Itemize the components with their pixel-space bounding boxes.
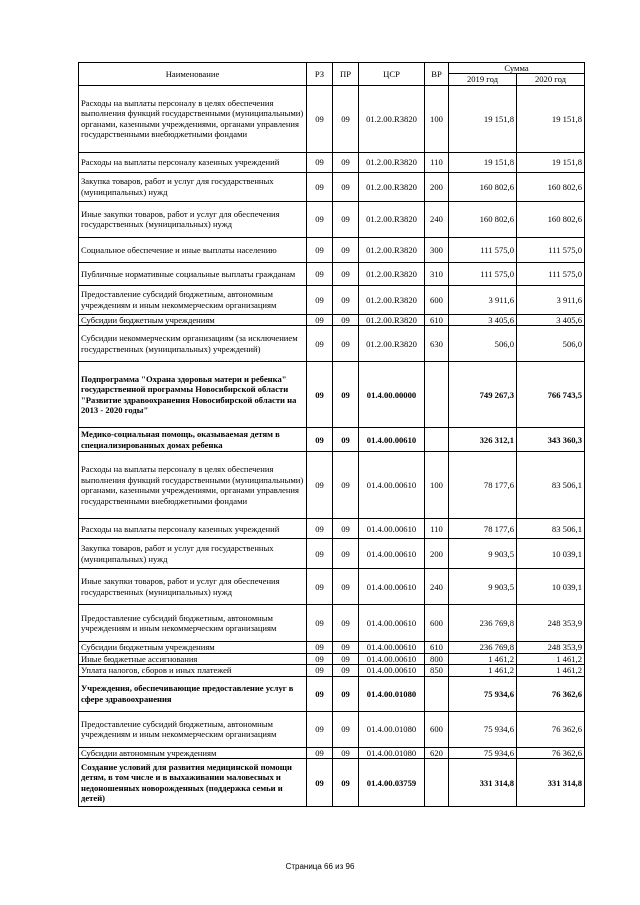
row-value-2020: 160 802,6	[517, 172, 585, 201]
row-vr	[425, 759, 449, 807]
row-vr: 240	[425, 569, 449, 605]
row-rz: 09	[307, 642, 333, 653]
row-value-2019: 3 405,6	[449, 314, 517, 325]
row-value-2020: 111 575,0	[517, 262, 585, 285]
row-value-2019: 1 461,2	[449, 665, 517, 676]
row-vr	[425, 362, 449, 428]
row-csr: 01.2.00.R3820	[359, 172, 425, 201]
header-pr: ПР	[333, 63, 359, 86]
row-csr: 01.2.00.R3820	[359, 326, 425, 362]
row-name: Социальное обеспечение и иные выплаты населению	[79, 237, 307, 262]
row-name: Субсидии некоммерческим организациям (за исключением государственных (муниципальных) учреждений)	[79, 326, 307, 362]
row-csr: 01.4.00.00000	[359, 362, 425, 428]
row-pr: 09	[333, 428, 359, 452]
row-rz: 09	[307, 747, 333, 758]
row-vr: 620	[425, 747, 449, 758]
table-row	[79, 569, 585, 605]
row-value-2019: 19 151,8	[449, 152, 517, 172]
row-name: Закупка товаров, работ и услуг для государственных (муниципальных) нужд	[79, 172, 307, 201]
row-csr: 01.4.00.00610	[359, 452, 425, 519]
row-value-2019: 78 177,6	[449, 519, 517, 539]
row-value-2020: 10 039,1	[517, 539, 585, 569]
row-value-2020: 506,0	[517, 326, 585, 362]
row-value-2020: 248 353,9	[517, 642, 585, 653]
row-value-2019: 9 903,5	[449, 569, 517, 605]
page-footer: Страница 66 из 96	[285, 862, 355, 871]
header-csr: ЦСР	[359, 63, 425, 86]
row-name: Создание условий для развития медицинской помощи детям, в том числе и в выхаживании маловесных и недоношенных новорожденных (поддержка семьи и детей)	[79, 759, 307, 807]
table-body	[79, 85, 585, 806]
row-csr: 01.2.00.R3820	[359, 201, 425, 237]
row-value-2020: 3 405,6	[517, 314, 585, 325]
row-rz: 09	[307, 653, 333, 664]
table-row	[79, 747, 585, 758]
table-row	[79, 152, 585, 172]
row-name: Расходы на выплаты персоналу казенных учреждений	[79, 152, 307, 172]
row-vr: 600	[425, 711, 449, 747]
row-value-2020: 3 911,6	[517, 285, 585, 314]
row-rz: 09	[307, 569, 333, 605]
row-vr: 200	[425, 539, 449, 569]
row-vr: 310	[425, 262, 449, 285]
row-value-2019: 75 934,6	[449, 711, 517, 747]
row-name: Расходы на выплаты персоналу в целях обеспечения выполнения функций государственными (муниципальными) органами, казенными учреждениями, органами управления государственными внебюджетными фондами	[79, 85, 307, 152]
row-pr: 09	[333, 676, 359, 711]
row-value-2019: 78 177,6	[449, 452, 517, 519]
row-vr: 850	[425, 665, 449, 676]
table-row	[79, 539, 585, 569]
row-csr: 01.4.00.00610	[359, 642, 425, 653]
header-name: Наименование	[79, 63, 307, 86]
row-name: Субсидии бюджетным учреждениям	[79, 642, 307, 653]
row-rz: 09	[307, 676, 333, 711]
row-name: Закупка товаров, работ и услуг для государственных (муниципальных) нужд	[79, 539, 307, 569]
row-name: Предоставление субсидий бюджетным, автономным учреждениям и иным некоммерческим организациям	[79, 711, 307, 747]
row-rz: 09	[307, 172, 333, 201]
row-name: Предоставление субсидий бюджетным, автономным учреждениям и иным некоммерческим организациям	[79, 605, 307, 642]
row-value-2019: 19 151,8	[449, 85, 517, 152]
row-pr: 09	[333, 285, 359, 314]
row-name: Предоставление субсидий бюджетным, автономным учреждениям и иным некоммерческим организациям	[79, 285, 307, 314]
row-value-2020: 1 461,2	[517, 665, 585, 676]
row-value-2020: 76 362,6	[517, 676, 585, 711]
row-pr: 09	[333, 201, 359, 237]
row-name: Иные закупки товаров, работ и услуг для обеспечения государственных (муниципальных) нужд	[79, 201, 307, 237]
table-row	[79, 519, 585, 539]
row-value-2020: 83 506,1	[517, 452, 585, 519]
row-rz: 09	[307, 539, 333, 569]
row-value-2020: 10 039,1	[517, 569, 585, 605]
row-rz: 09	[307, 519, 333, 539]
header-vr: ВР	[425, 63, 449, 86]
row-pr: 09	[333, 711, 359, 747]
row-value-2019: 236 769,8	[449, 642, 517, 653]
row-vr	[425, 428, 449, 452]
row-pr: 09	[333, 362, 359, 428]
row-vr: 630	[425, 326, 449, 362]
row-vr: 100	[425, 85, 449, 152]
row-name: Медико-социальная помощь, оказываемая детям в специализированных домах ребенка	[79, 428, 307, 452]
row-pr: 09	[333, 747, 359, 758]
row-value-2019: 749 267,3	[449, 362, 517, 428]
table-row	[79, 759, 585, 807]
row-rz: 09	[307, 152, 333, 172]
row-name: Иные бюджетные ассигнования	[79, 653, 307, 664]
table-row	[79, 653, 585, 664]
table-row	[79, 428, 585, 452]
row-pr: 09	[333, 314, 359, 325]
row-rz: 09	[307, 262, 333, 285]
row-name: Субсидии бюджетным учреждениям	[79, 314, 307, 325]
row-csr: 01.2.00.R3820	[359, 285, 425, 314]
row-value-2020: 76 362,6	[517, 711, 585, 747]
row-value-2019: 111 575,0	[449, 237, 517, 262]
row-csr: 01.4.00.00610	[359, 569, 425, 605]
row-value-2020: 19 151,8	[517, 85, 585, 152]
row-vr: 600	[425, 285, 449, 314]
row-csr: 01.2.00.R3820	[359, 314, 425, 325]
row-vr: 100	[425, 452, 449, 519]
row-value-2020: 343 360,3	[517, 428, 585, 452]
row-name: Субсидии автономным учреждениям	[79, 747, 307, 758]
row-value-2019: 160 802,6	[449, 201, 517, 237]
row-csr: 01.4.00.00610	[359, 428, 425, 452]
header-rz: РЗ	[307, 63, 333, 86]
row-csr: 01.2.00.R3820	[359, 262, 425, 285]
row-vr: 610	[425, 314, 449, 325]
table-row	[79, 605, 585, 642]
row-rz: 09	[307, 711, 333, 747]
row-pr: 09	[333, 172, 359, 201]
table-row	[79, 201, 585, 237]
row-csr: 01.4.00.00610	[359, 605, 425, 642]
row-pr: 09	[333, 326, 359, 362]
row-pr: 09	[333, 152, 359, 172]
row-value-2020: 160 802,6	[517, 201, 585, 237]
table-row	[79, 85, 585, 152]
row-pr: 09	[333, 519, 359, 539]
row-pr: 09	[333, 539, 359, 569]
row-value-2020: 19 151,8	[517, 152, 585, 172]
header-sum: Сумма	[449, 63, 585, 74]
header-year-2019: 2019 год	[449, 74, 517, 85]
row-value-2019: 326 312,1	[449, 428, 517, 452]
table-row	[79, 237, 585, 262]
row-pr: 09	[333, 605, 359, 642]
row-value-2019: 1 461,2	[449, 653, 517, 664]
row-csr: 01.4.00.00610	[359, 665, 425, 676]
row-name: Публичные нормативные социальные выплаты гражданам	[79, 262, 307, 285]
row-rz: 09	[307, 665, 333, 676]
row-csr: 01.4.00.03759	[359, 759, 425, 807]
row-pr: 09	[333, 653, 359, 664]
row-vr: 610	[425, 642, 449, 653]
row-name: Подпрограмма "Охрана здоровья матери и ребенка" государственной программы Новосибирской области "Развитие здравоохранения Новосибирской области на 2013 - 2020 годы"	[79, 362, 307, 428]
row-value-2020: 111 575,0	[517, 237, 585, 262]
table-row	[79, 711, 585, 747]
table-row	[79, 172, 585, 201]
row-value-2019: 506,0	[449, 326, 517, 362]
row-name: Иные закупки товаров, работ и услуг для обеспечения государственных (муниципальных) нужд	[79, 569, 307, 605]
table-row	[79, 262, 585, 285]
table-row	[79, 676, 585, 711]
row-rz: 09	[307, 237, 333, 262]
row-value-2020: 83 506,1	[517, 519, 585, 539]
table-row	[79, 642, 585, 653]
row-vr: 600	[425, 605, 449, 642]
row-csr: 01.4.00.01080	[359, 747, 425, 758]
row-rz: 09	[307, 326, 333, 362]
row-name: Расходы на выплаты персоналу казенных учреждений	[79, 519, 307, 539]
row-rz: 09	[307, 428, 333, 452]
row-value-2019: 75 934,6	[449, 747, 517, 758]
table-row	[79, 665, 585, 676]
row-rz: 09	[307, 285, 333, 314]
row-rz: 09	[307, 85, 333, 152]
row-pr: 09	[333, 262, 359, 285]
row-csr: 01.2.00.R3820	[359, 237, 425, 262]
row-csr: 01.2.00.R3820	[359, 152, 425, 172]
row-value-2019: 160 802,6	[449, 172, 517, 201]
row-csr: 01.4.00.00610	[359, 653, 425, 664]
row-pr: 09	[333, 759, 359, 807]
row-rz: 09	[307, 605, 333, 642]
row-value-2020: 76 362,6	[517, 747, 585, 758]
table-row	[79, 362, 585, 428]
row-name: Уплата налогов, сборов и иных платежей	[79, 665, 307, 676]
row-vr: 110	[425, 152, 449, 172]
row-rz: 09	[307, 759, 333, 807]
row-pr: 09	[333, 642, 359, 653]
row-value-2019: 111 575,0	[449, 262, 517, 285]
row-value-2020: 1 461,2	[517, 653, 585, 664]
table-row	[79, 452, 585, 519]
table-row	[79, 326, 585, 362]
row-value-2020: 331 314,8	[517, 759, 585, 807]
row-vr	[425, 676, 449, 711]
row-value-2019: 9 903,5	[449, 539, 517, 569]
budget-table	[78, 62, 585, 807]
row-csr: 01.4.00.01080	[359, 676, 425, 711]
row-csr: 01.4.00.01080	[359, 711, 425, 747]
row-vr: 200	[425, 172, 449, 201]
row-value-2019: 236 769,8	[449, 605, 517, 642]
row-csr: 01.4.00.00610	[359, 539, 425, 569]
row-pr: 09	[333, 85, 359, 152]
row-pr: 09	[333, 665, 359, 676]
row-vr: 110	[425, 519, 449, 539]
row-csr: 01.2.00.R3820	[359, 85, 425, 152]
row-vr: 240	[425, 201, 449, 237]
row-rz: 09	[307, 314, 333, 325]
table-row	[79, 314, 585, 325]
row-rz: 09	[307, 362, 333, 428]
row-value-2020: 248 353,9	[517, 605, 585, 642]
row-name: Расходы на выплаты персоналу в целях обеспечения выполнения функций государственными (муниципальными) органами, казенными учреждениями, органами управления государственными внебюджетными фондами	[79, 452, 307, 519]
row-value-2019: 75 934,6	[449, 676, 517, 711]
row-vr: 800	[425, 653, 449, 664]
row-pr: 09	[333, 237, 359, 262]
row-value-2019: 331 314,8	[449, 759, 517, 807]
row-vr: 300	[425, 237, 449, 262]
header-year-2020: 2020 год	[517, 74, 585, 85]
row-name: Учреждения, обеспечивающие предоставление услуг в сфере здравоохранения	[79, 676, 307, 711]
row-value-2019: 3 911,6	[449, 285, 517, 314]
header-row-top	[79, 63, 585, 74]
row-csr: 01.4.00.00610	[359, 519, 425, 539]
row-rz: 09	[307, 452, 333, 519]
table-row	[79, 285, 585, 314]
row-value-2020: 766 743,5	[517, 362, 585, 428]
row-pr: 09	[333, 452, 359, 519]
row-pr: 09	[333, 569, 359, 605]
row-rz: 09	[307, 201, 333, 237]
